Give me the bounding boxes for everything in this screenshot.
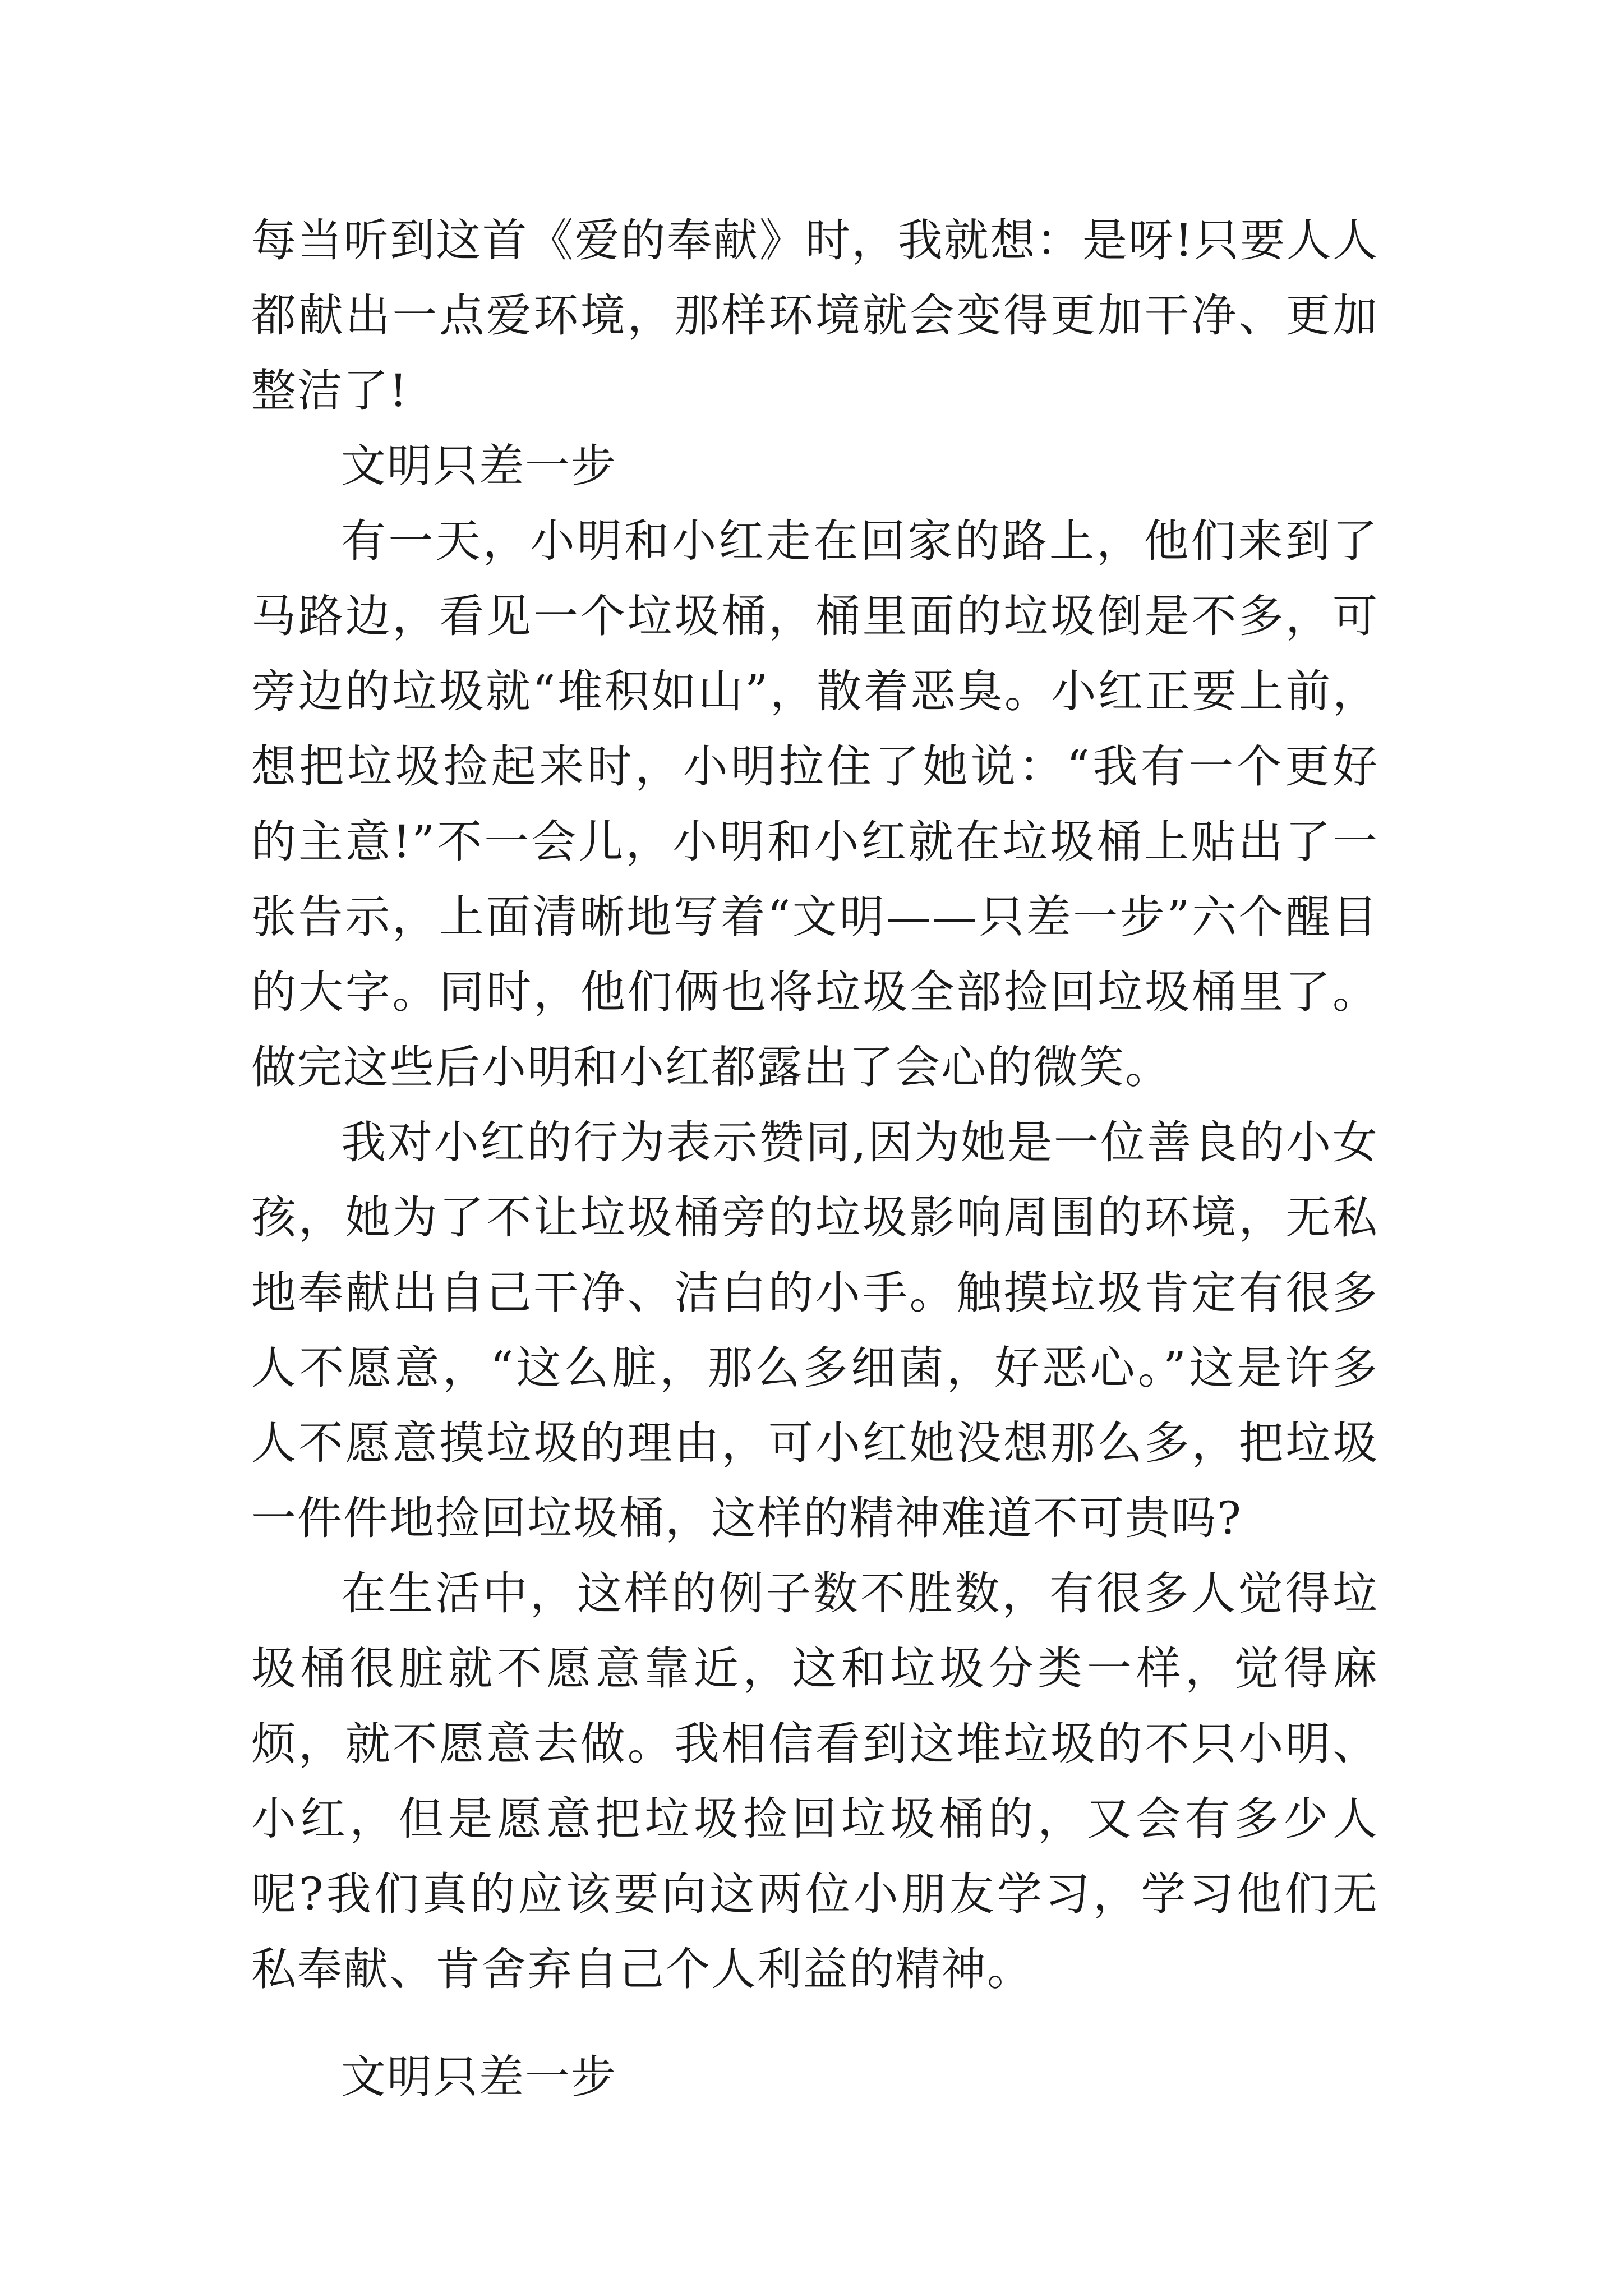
paragraph-opinion: 我对小红的行为表示赞同,因为她是一位善良的小女孩，她为了不让垃圾桶旁的垃圾影响周围的环境，无私地奉献出自己干净、洁白的小手。触摸垃圾肯定有很多人不愿意，“这么脏，那么多细菌，好恶心。”这是许多人不愿意摸垃圾的理由，可小红她没想那么多，把垃圾一件件地捡回垃圾桶，这样的精神难道不可贵吗? (251, 1116, 1378, 1544)
section-heading: 文明只差一步 (341, 440, 617, 492)
paragraph-reflection: 在生活中，这样的例子数不胜数，有很多人觉得垃圾桶很脏就不愿意靠近，这和垃圾分类一样，觉得麻烦，就不愿意去做。我相信看到这堆垃圾的不只小明、小红，但是愿意把垃圾捡回垃圾桶的，又会有多少人呢?我们真的应该要向这两位小朋友学习，学习他们无私奉献、肯舍弃自己个人利益的精神。 (251, 1567, 1378, 1995)
paragraph-story: 有一天，小明和小红走在回家的路上，他们来到了马路边，看见一个垃圾桶，桶里面的垃圾倒是不多，可旁边的垃圾就“堆积如山”，散着恶臭。小红正要上前，想把垃圾捡起来时，小明拉住了她说：“我有一个更好的主意!”不一会儿，小明和小红就在垃圾桶上贴出了一张告示，上面清晰地写着“文明——只差一步”六个醒目的大字。同时，他们俩也将垃圾全部捡回垃圾桶里了。做完这些后小明和小红都露出了会心的微笑。 (251, 515, 1378, 1093)
paragraph-intro: 每当听到这首《爱的奉献》时，我就想：是呀!只要人人都献出一点爱环境，那样环境就会变得更加干净、更加整洁了! (251, 214, 1378, 417)
section-heading-next: 文明只差一步 (341, 2051, 617, 2103)
document-body (251, 203, 1378, 2115)
